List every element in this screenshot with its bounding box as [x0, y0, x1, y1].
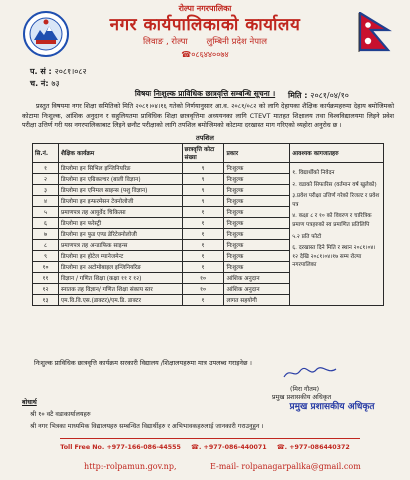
cell-quota: ९	[182, 163, 224, 174]
cell-quota: १०	[182, 284, 224, 295]
cell-program: डिप्लोमा इन सिभिल इन्जिनियरिङ	[58, 163, 182, 174]
date-label: मिति :	[288, 91, 308, 100]
cell-type: निःशुल्क	[224, 207, 290, 218]
subject-label: विषयः	[134, 89, 152, 98]
header-quota: छात्रवृत्ति कोटा संख्या	[182, 144, 224, 163]
cell-quota: १	[182, 240, 224, 251]
date-value: २०८१/०४/१०	[310, 91, 349, 100]
document-note: १. विद्यार्थीको निवेदन	[292, 170, 335, 176]
chalani-number	[30, 78, 60, 89]
cell-type: निःशुल्क	[224, 174, 290, 185]
cell-program: डिप्लोमा इन एग्रिकल्चर (बाली विज्ञान)	[58, 174, 182, 185]
toll-free-number: Toll Free No. +977-166-086-44555	[60, 444, 181, 451]
cell-sn: १२	[33, 284, 59, 295]
cell-type: लागत सहयोगी	[224, 295, 290, 306]
footer-divider	[60, 438, 360, 439]
cell-quota: १	[182, 207, 224, 218]
municipality-name: रोल्पा नगरपालिका	[178, 4, 232, 13]
required-documents-cell	[290, 163, 384, 306]
cell-program: डिप्लोमा इन अटोमोबाइल इन्जिनियरिङ	[58, 262, 182, 273]
cell-program: प्रमाणपत्र तह आयुर्वेद चिकित्सा	[58, 207, 182, 218]
cc-heading: बोधार्थ	[22, 399, 37, 406]
document-note: ३.प्रवेश परीक्षा उत्तिर्ण गरेको रिजल्ट र प्रवेश पत्र	[292, 193, 380, 208]
cell-program: डिप्लोमा इन फुड एण्ड डेरिटेक्नोलोजी	[58, 229, 182, 240]
cell-quota: १	[182, 251, 224, 262]
address-right: लुम्बिनी प्रदेश नेपाल	[206, 37, 268, 47]
letterhead-phone: ☎०८६४४००७४	[181, 50, 229, 59]
office-title: नगर कार्यपालिकाको कार्यालय	[109, 15, 301, 35]
cell-sn: ८	[33, 240, 59, 251]
cell-program: डिप्लोमा इन इन्फरमेसन टेक्नोलोजी	[58, 196, 182, 207]
cell-program: स्नातक तह विज्ञान/ गणित शिक्षा संकाय स्तर	[58, 284, 182, 295]
cell-type: निःशुल्क	[224, 262, 290, 273]
cell-quota: ९	[182, 174, 224, 185]
address-left: लिवाङ , रोल्पा	[142, 37, 188, 47]
table-caption: तपशिल	[196, 134, 214, 142]
cell-sn: ११	[33, 273, 59, 284]
document-note: २. वडाको सिफारिस (वर्तमान वर्ष खुलेको)	[292, 181, 377, 188]
document-note: ५.२ प्रति फोटो	[292, 233, 322, 240]
header-program: शैक्षिक कार्यक्रम	[58, 144, 182, 163]
cell-quota: १०	[182, 273, 224, 284]
cell-program: विज्ञान / गणित शिक्षा (कक्षा ११ र १२)	[58, 273, 182, 284]
cell-type: निःशुल्क	[224, 240, 290, 251]
signatory-name: (मिरा गौतम)	[290, 386, 320, 393]
header-docs: आवश्यक कागजातहरु	[290, 144, 384, 163]
table-header-row	[33, 144, 384, 163]
website-link[interactable]: http:-rolpamun.gov.np,	[84, 462, 177, 471]
cell-sn: १३	[33, 295, 59, 306]
cell-sn: २	[33, 174, 59, 185]
cell-type: निःशुल्क	[224, 196, 290, 207]
cell-sn: ६	[33, 218, 59, 229]
cell-type: निःशुल्क	[224, 251, 290, 262]
scholarship-table	[32, 143, 384, 306]
subject-text: निःशुल्क प्राविधिक छात्रवृत्ति सम्बन्धि सूचना ।	[153, 89, 276, 98]
header-sn: सि.नं.	[33, 144, 59, 163]
cell-sn: ३	[33, 185, 59, 196]
cell-program: प्रमाणपत्र तह अन्डाफिक साइन्स	[58, 240, 182, 251]
document-note: ६. दरखास्त दिने मिति र स्थान २०८१।०४।१२ देखि २०८१।०४।१७ सम्म रोल्पा नगरपालिका	[292, 245, 376, 269]
letterhead-address	[0, 36, 410, 47]
cell-sn: ४	[33, 196, 59, 207]
cell-program: डिप्लोमा इन एनिमल साइन्स (पशु विज्ञान)	[58, 185, 182, 196]
phone-number: ☎. +977-086-440071	[191, 444, 267, 451]
phone-number: ☎. +977-086440372	[276, 444, 350, 451]
patra-label: प. सं :	[30, 67, 52, 76]
cell-type: निःशुल्क	[224, 229, 290, 240]
stamp-text: प्रमुख प्रशासकीय अधिकृत	[289, 402, 375, 412]
cell-program: डिप्लोमा इन फरेस्ट्री	[58, 218, 182, 229]
cell-type: आंशिक अनुदान	[224, 273, 290, 284]
email-address[interactable]: E-mail- rolpanagarpalika@gmail.com	[210, 462, 361, 471]
cell-quota: ९	[182, 196, 224, 207]
cell-sn: ५	[33, 207, 59, 218]
document-note: ४. कक्षा ८ र १० को विवरण र चारित्रिक प्रमाण पत्रहरुको स्व प्रमाणित प्रतिलिपि	[292, 213, 372, 228]
cc-recipient: श्री नगर भित्रका माध्यमिक विद्यालयहरु सम्बन्धित विद्यार्थीहरु र अभिभावकहरुलाई जानकारी गराउनुहुन ।	[30, 423, 264, 430]
cell-sn: १	[33, 163, 59, 174]
cell-program: डिप्लोमा इन होटेल म्यानेजमेन्ट	[58, 251, 182, 262]
cell-quota: १	[182, 295, 224, 306]
cell-type: आंशिक अनुदान	[224, 284, 290, 295]
chalani-label: च. नं:	[30, 79, 49, 88]
cell-type: निःशुल्क	[224, 163, 290, 174]
signatory-title: प्रमुख प्रशासकीय अधिकृत	[272, 394, 332, 401]
cell-quota: ९	[182, 185, 224, 196]
handwritten-signature	[280, 365, 340, 381]
patra-value: २०८१।०८२	[54, 67, 87, 76]
cell-sn: ७	[33, 229, 59, 240]
cell-quota: १	[182, 229, 224, 240]
chalani-value: ७३	[51, 79, 60, 88]
footer-contacts	[0, 444, 410, 451]
cell-quota: १	[182, 262, 224, 273]
table-row	[33, 163, 384, 174]
official-stamp	[276, 398, 388, 412]
cell-quota: १	[182, 218, 224, 229]
cc-recipient: श्री १० वटै वडाकार्यालयहरु	[30, 411, 91, 418]
cell-type: निःशुल्क	[224, 218, 290, 229]
table-footnote: निःशुल्क प्राविधिक छात्रवृत्ति कार्यक्रम सरकारी विद्यालय /शिक्षालयहरुमा मात्र उपलब्ध गराइनेछ ।	[34, 359, 252, 367]
header-type: प्रकार	[224, 144, 290, 163]
cell-program: एम.वि.वि.एस.(डाक्टर)/एम.डि. डाक्टर	[58, 295, 182, 306]
cell-type: निःशुल्क	[224, 185, 290, 196]
cell-sn: ९	[33, 251, 59, 262]
cell-sn: १०	[33, 262, 59, 273]
patra-number	[30, 66, 87, 77]
body-paragraph: प्रस्तुत विषयमा नगर शिक्षा समितिको मिति २०८१।०४।१६ गतेको निर्णयानुसार आ.व. २०८१/०८२ को लागि देहायका शैक्षिक कार्यक्रमहरुमा देहाय बमोजिमको कोटामा निःशुल्क, आंशिक अनुदान र सहुलियतमा प्राविधिक शिक्षा छात्रवृत्तिमा अध्ययनका लागि CTEVT मातहत शिक्षालय तथा विश्वविद्यालयमा लिइने प्रवेश परीक्षा उत्तिर्ण गरी यस नगरपालिकाबाट लिइने छनौट परीक्षाको लागि तपशिल बमोजिमको कोटामा दरखास्त माग गरिएको व्यहोरा अनुरोध छ ।	[22, 102, 394, 129]
subject-line	[0, 89, 410, 99]
